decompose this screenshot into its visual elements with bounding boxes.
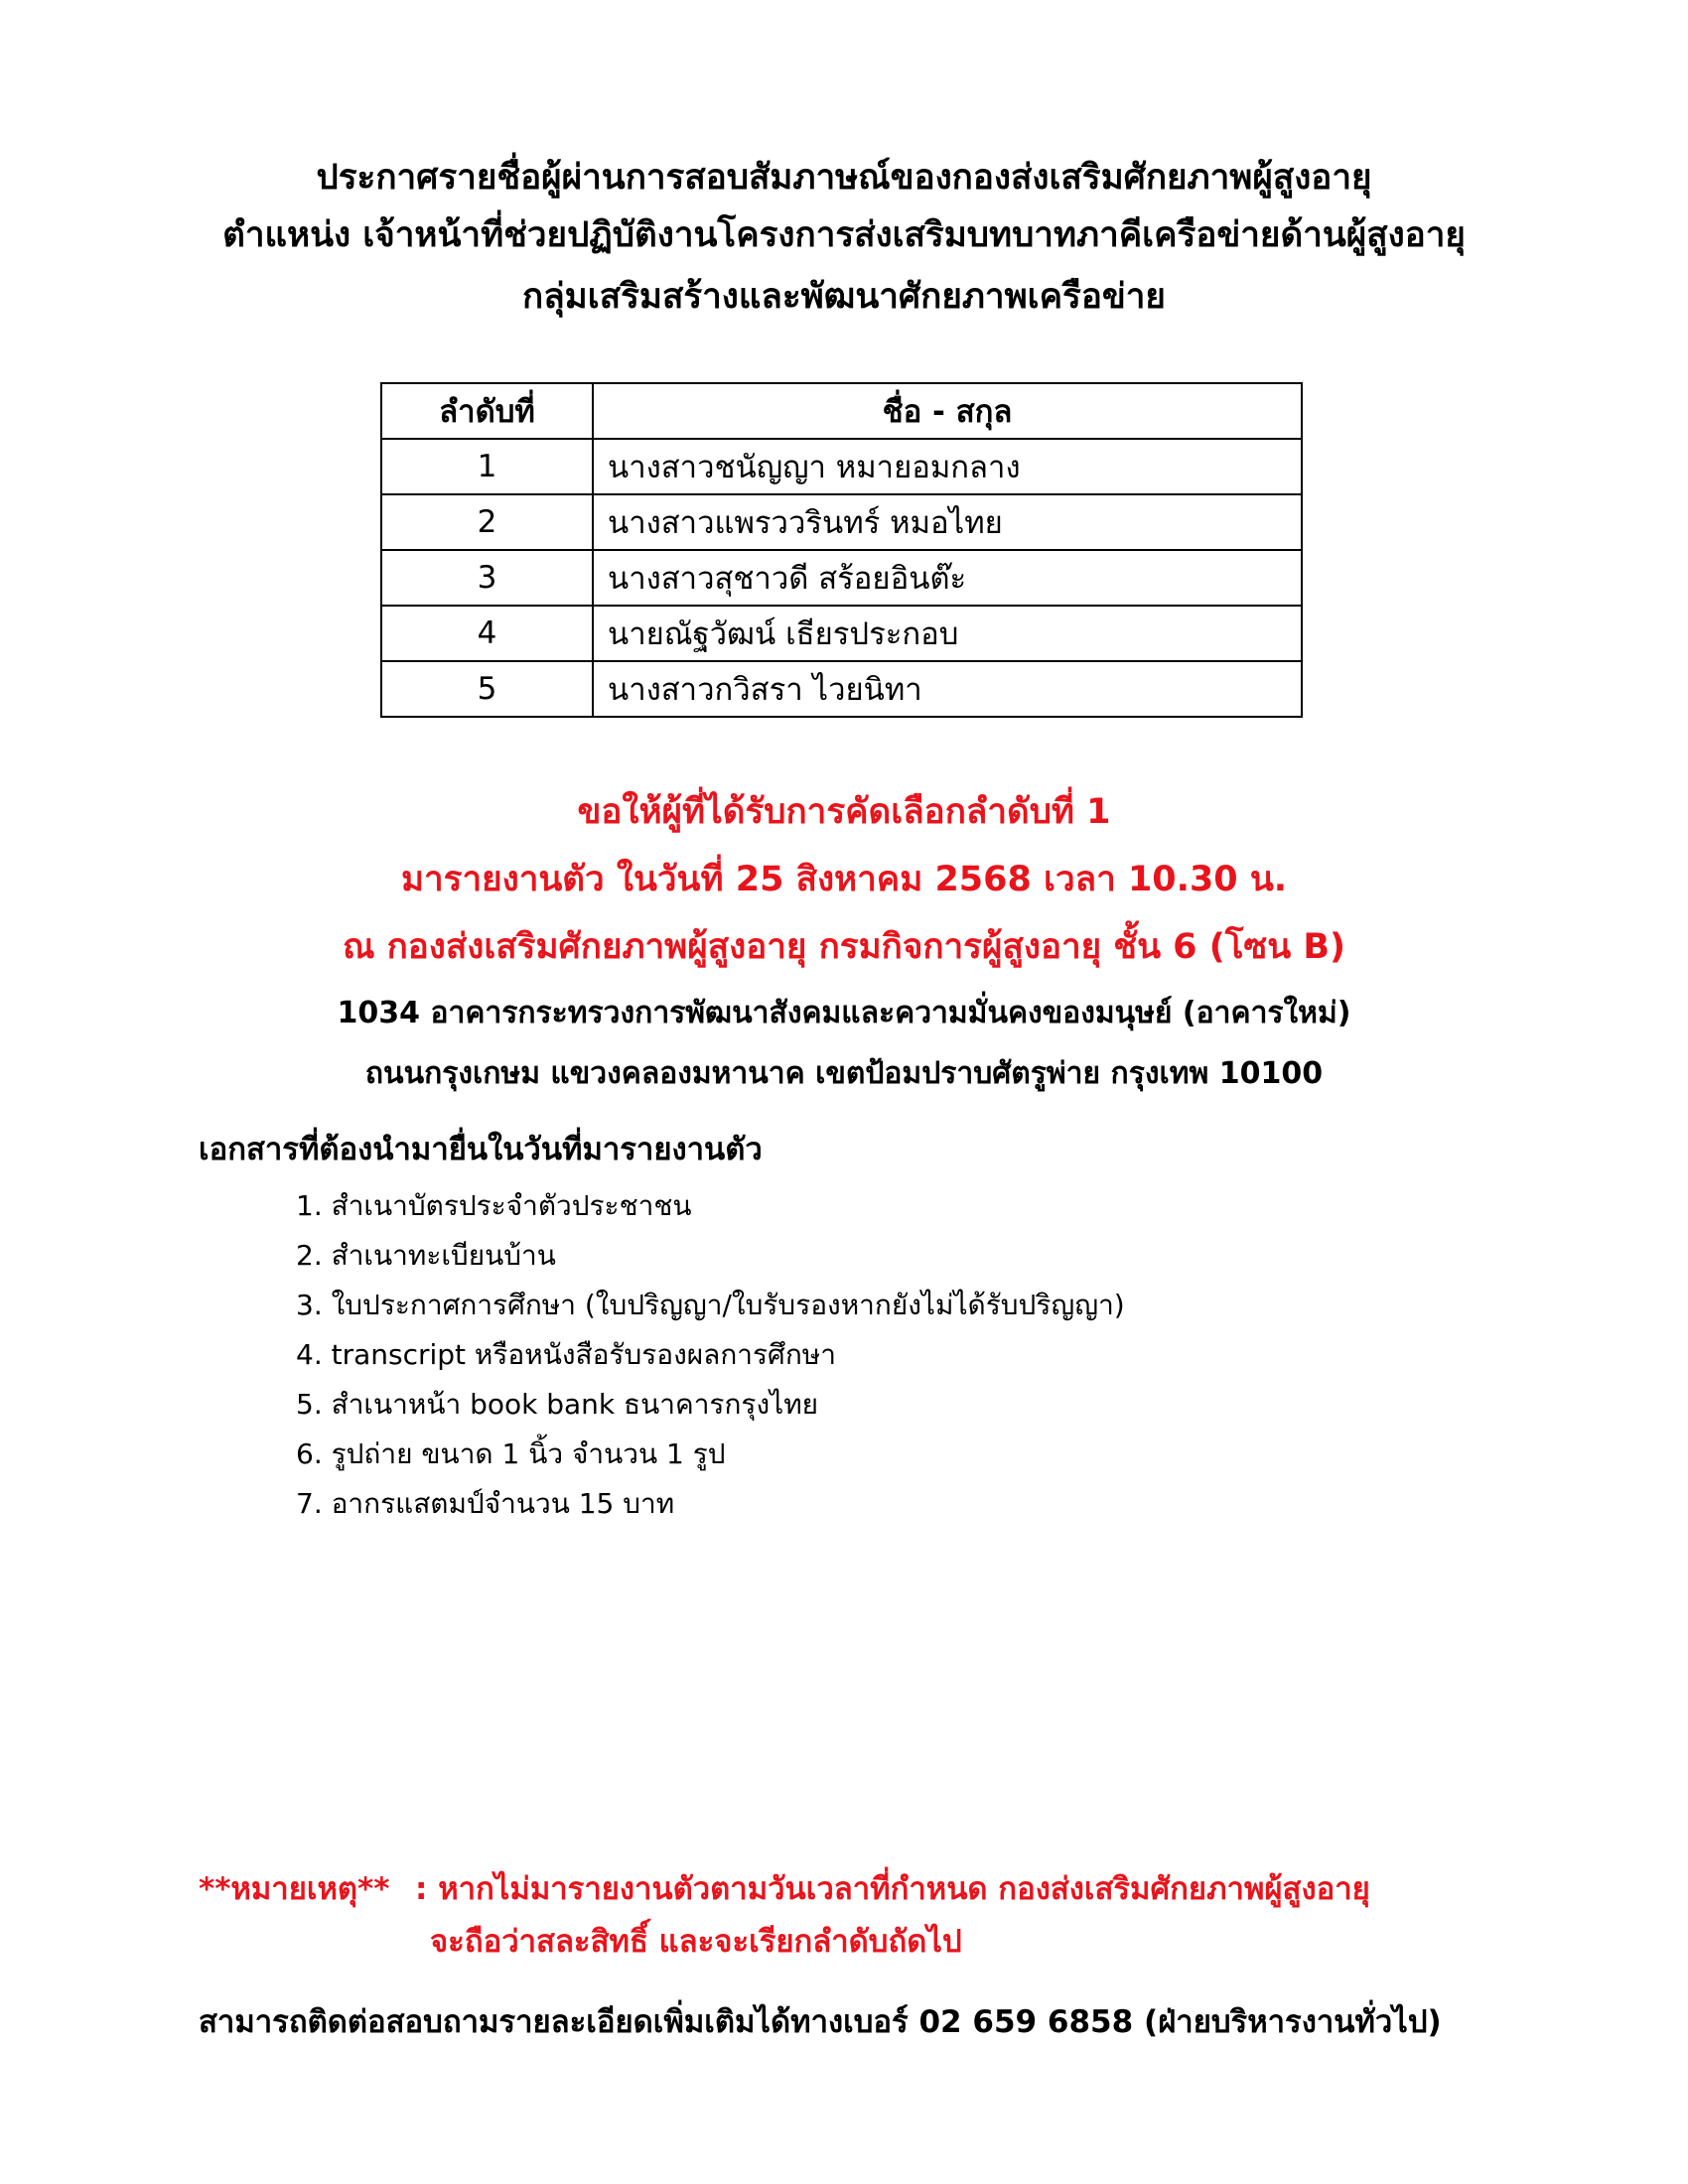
documents-list [296, 1181, 1125, 1529]
column-header-order: ลำดับที่ [381, 383, 593, 439]
address-line-2: ถนนกรุงเกษม แขวงคลองมหานาค เขตป้อมปราบศัตรูพ่าย กรุงเทพ 10100 [364, 1056, 1324, 1091]
row-name: นางสาวแพรววรินทร์ หมอไทย [593, 494, 1302, 550]
row-order: 5 [381, 661, 593, 717]
list-item: 2. สำเนาทะเบียนบ้าน [296, 1239, 556, 1272]
row-order: 2 [381, 494, 593, 550]
note-label: **หมายเหตุ** [199, 1871, 390, 1907]
address-line-1: 1034 อาคารกระทรวงการพัฒนาสังคมและความมั่นคงของมนุษย์ (อาคารใหม่) [337, 996, 1351, 1030]
selection-notice: ขอให้ผู้ที่ได้รับการคัดเลือกลำดับที่ 1 [577, 792, 1111, 832]
table-row [381, 661, 1302, 717]
row-name: นางสาวสุชาวดี สร้อยอินต๊ะ [593, 550, 1302, 606]
position-title: ตำแหน่ง เจ้าหน้าที่ช่วยปฏิบัติงานโครงการส่งเสริมบทบาทภาคีเครือข่ายด้านผู้สูงอายุ [222, 215, 1466, 255]
row-order: 4 [381, 606, 593, 661]
note-line-2: จะถือว่าสละสิทธิ์ และจะเรียกลำดับถัดไป [430, 1924, 962, 1960]
row-order: 1 [381, 439, 593, 494]
row-name: นางสาวชนัญญา หมายอมกลาง [593, 439, 1302, 494]
table-header-row [381, 383, 1302, 439]
column-header-name: ชื่อ - สกุล [593, 383, 1302, 439]
table-row [381, 439, 1302, 494]
list-item: 5. สำเนาหน้า book bank ธนาคารกรุงไทย [296, 1388, 819, 1421]
list-item: 7. อากรแสตมป์จำนวน 15 บาท [296, 1487, 675, 1520]
list-item: 1. สำเนาบัตรประจำตัวประชาชน [296, 1189, 692, 1222]
group-title: กลุ่มเสริมสร้างและพัฒนาศักยภาพเครือข่าย [522, 277, 1166, 317]
candidate-table [380, 382, 1303, 718]
documents-heading: เอกสารที่ต้องนำมายื่นในวันที่มารายงานตัว [199, 1132, 763, 1167]
table-row [381, 494, 1302, 550]
table-row [381, 606, 1302, 661]
report-location: ณ กองส่งเสริมศักยภาพผู้สูงอายุ กรมกิจการผู้สูงอายุ ชั้น 6 (โซน B) [342, 927, 1346, 967]
row-order: 3 [381, 550, 593, 606]
table-row [381, 550, 1302, 606]
contact-info: สามารถติดต่อสอบถามรายละเอียดเพิ่มเติมได้ทางเบอร์ 02 659 6858 (ฝ่ายบริหารงานทั่วไป) [199, 2004, 1442, 2040]
note-line-1: : หากไม่มารายงานตัวตามวันเวลาที่กำหนด กองส่งเสริมศักยภาพผู้สูงอายุ [415, 1871, 1370, 1907]
report-date: มารายงานตัว ในวันที่ 25 สิงหาคม 2568 เวลา 10.30 น. [400, 860, 1288, 899]
list-item: 3. ใบประกาศการศึกษา (ใบปริญญา/ใบรับรองหากยังไม่ได้รับปริญญา) [296, 1289, 1125, 1321]
list-item: 4. transcript หรือหนังสือรับรองผลการศึกษา [296, 1338, 836, 1371]
list-item: 6. รูปถ่าย ขนาด 1 นิ้ว จำนวน 1 รูป [296, 1437, 726, 1470]
row-name: นางสาวกวิสรา ไวยนิทา [593, 661, 1302, 717]
announcement-title: ประกาศรายชื่อผู้ผ่านการสอบสัมภาษณ์ของกองส่งเสริมศักยภาพผู้สูงอายุ [316, 158, 1372, 198]
row-name: นายณัฐวัฒน์ เธียรประกอบ [593, 606, 1302, 661]
